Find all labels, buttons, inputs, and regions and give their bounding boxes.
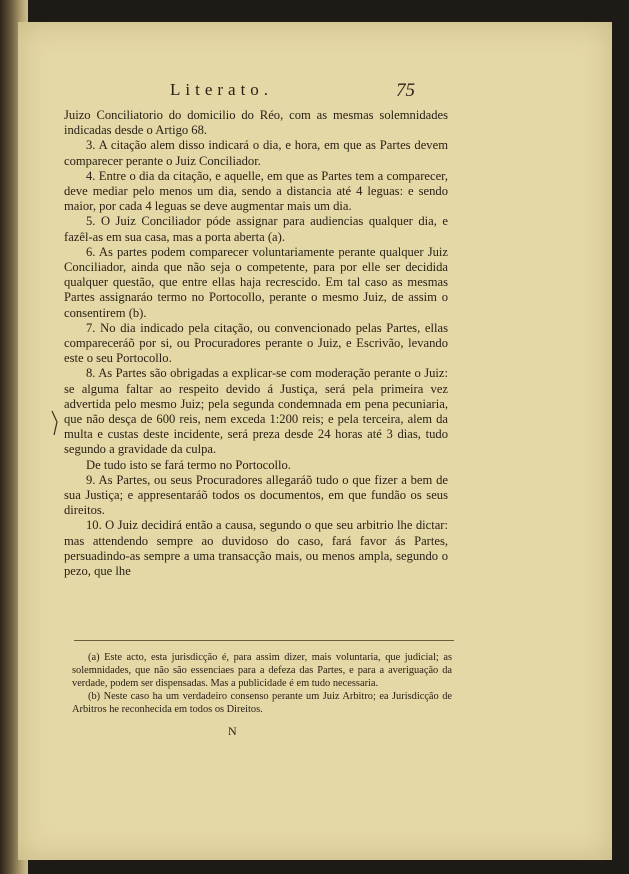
footnotes — [72, 651, 452, 716]
paragraph: 8. As Partes são obrigadas a explicar-se com moderação perante o Juiz: se alguma faltar ao respeito devido á Justiça, será pela primeira vez advertida pelo mesmo Juiz; pela segunda condemnada em pena pecuniaria, que não desça de 600 reis, nem exceda 1:200 reis; e pela terceira, alem da multa e custas deste incidente, será preza desde 24 horas até 3 dias, tudo segundo a gravidade da culpa. — [64, 366, 448, 457]
margin-pencil-mark — [48, 410, 64, 436]
paragraph: 6. As partes podem comparecer voluntariamente perante qualquer Juiz Conciliador, ainda que não seja o competente, para por elle ser decidida qualquer questão, que entre ellas haja recrescido. Em tal caso as mesmas Partes assignaráo termo no Portocollo, perante o mesmo Juiz, de assim o consentirem (b). — [64, 244, 448, 320]
paragraph: 9. As Partes, ou seus Procuradores allegaráõ tudo o que fizer a bem de sua Justiça; e appresentaráõ todos os documentos, em que fundão os seus direitos. — [64, 472, 448, 518]
paragraph: 3. A citação alem disso indicará o dia, e hora, em que as Partes devem comparecer perante o Juiz Conciliador. — [64, 138, 448, 168]
running-title: Literato. — [170, 80, 274, 99]
body-text — [64, 108, 448, 579]
book-page — [18, 22, 612, 860]
page-number: 75 — [396, 80, 415, 101]
page-header — [18, 80, 612, 110]
footnote-divider — [74, 640, 454, 641]
paragraph: Juizo Conciliatorio do domicilio do Réo, com as mesmas solemnidades indicadas desde o Artigo 68. — [64, 108, 448, 138]
paragraph: 10. O Juiz decidirá então a causa, segundo o que seu arbitrio lhe dictar: mas attendendo sempre ao duvidoso do caso, fará favor ás Partes, persuadindo-as sempre a uma transacção mais, ou menos ampla, segundo o pezo, que lhe — [64, 518, 448, 579]
paragraph: 5. O Juiz Conciliador póde assignar para audiencias qualquer dia, e fazêl-as em sua casa, mas a porta aberta (a). — [64, 214, 448, 244]
footnote-a: (a) Este acto, esta jurisdicção é, para assim dizer, mais voluntaria, que judicial; as solemnidades, que não são essenciaes para a defeza das Partes, e para a averiguação da verdade, podem ser dispensadas. Mas a publicidade é em tudo necessaria. — [72, 652, 452, 689]
footnote-b: (b) Neste caso ha um verdadeiro consenso perante um Juiz Arbitro; ea Jurisdicção de Arbitros he reconhecida em todos os Direitos. — [72, 691, 452, 715]
paragraph: 4. Entre o dia da citação, e aquelle, em que as Partes tem a comparecer, deve mediar pelo menos um dia, sendo a distancia até 4 leguas: e sendo maior, por cada 4 leguas se deve augmentar mais um dia. — [64, 168, 448, 214]
signature-mark: N — [228, 724, 237, 738]
paragraph: De tudo isto se fará termo no Portocollo. — [86, 457, 291, 472]
paragraph: 7. No dia indicado pela citação, ou convencionado pelas Partes, ellas compareceráõ por si, ou Procuradores perante o Juiz, e Escrivão, levando este o seu Portocollo. — [64, 320, 448, 366]
